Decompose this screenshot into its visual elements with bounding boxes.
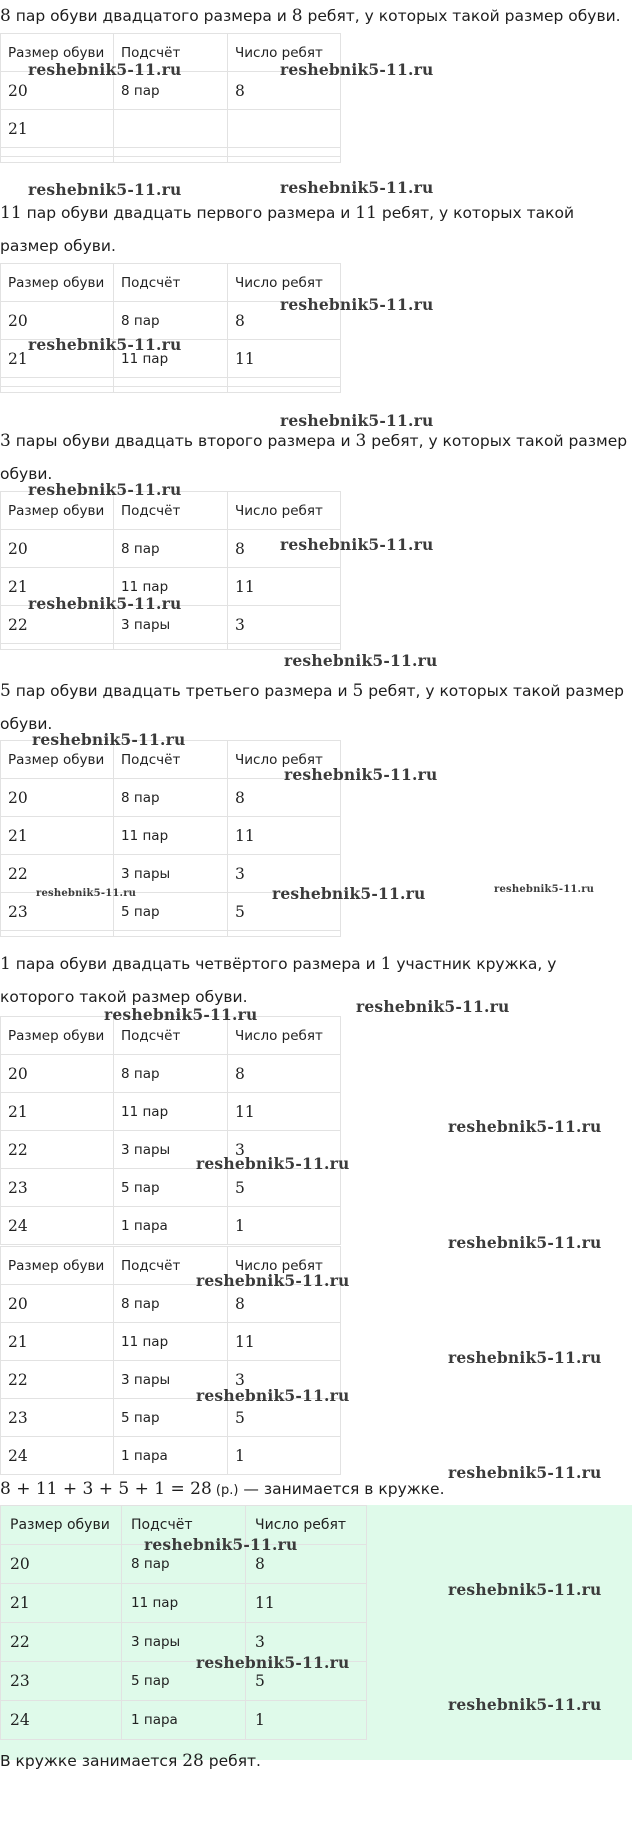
cell-count: 5 пар bbox=[114, 1169, 228, 1207]
header-kids: Число ребят bbox=[228, 34, 341, 72]
cell-size: 21 bbox=[1, 817, 114, 855]
final-text: В кружке занимается bbox=[0, 1752, 183, 1770]
text: пары обуви двадцать второго размера и bbox=[10, 432, 356, 450]
table-row-empty bbox=[1, 931, 341, 937]
table-row bbox=[1, 1093, 341, 1131]
cell-size: 20 bbox=[1, 779, 114, 817]
cell-count: 1 пара bbox=[122, 1701, 246, 1740]
watermark: reshebnik5-11.ru bbox=[284, 765, 438, 784]
final-text: ребят. bbox=[203, 1752, 261, 1770]
header-count: Подсчёт bbox=[114, 34, 228, 72]
header-size: Размер обуви bbox=[1, 1017, 114, 1055]
watermark: reshebnik5-11.ru bbox=[284, 651, 438, 670]
cell-kids bbox=[228, 110, 341, 148]
cell-count: 5 пар bbox=[122, 1662, 246, 1701]
cell-size: 22 bbox=[1, 606, 114, 644]
cell-size: 23 bbox=[1, 1662, 122, 1701]
cell-size: 20 bbox=[1, 1285, 114, 1323]
final-number: 28 bbox=[182, 1751, 204, 1771]
watermark: reshebnik5-11.ru bbox=[280, 178, 434, 197]
number: 1 bbox=[0, 954, 11, 974]
header-kids: Число ребят bbox=[228, 1017, 341, 1055]
cell-size: 24 bbox=[1, 1437, 114, 1475]
cell-kids: 5 bbox=[228, 1169, 341, 1207]
cell-count: 11 пар bbox=[114, 1323, 228, 1361]
cell-count: 1 пара bbox=[114, 1437, 228, 1475]
text: пар обуви двадцатого размера и bbox=[10, 7, 292, 25]
watermark: reshebnik5-11.ru bbox=[144, 1535, 298, 1554]
text: участник кружка, у которого такой размер обуви. bbox=[0, 955, 557, 1006]
watermark: reshebnik5-11.ru bbox=[28, 60, 182, 79]
table-2 bbox=[0, 263, 341, 393]
cell-kids: 1 bbox=[246, 1701, 367, 1740]
cell-size: 23 bbox=[1, 893, 114, 931]
cell-kids: 1 bbox=[228, 1207, 341, 1245]
text: ребят, у которых такой размер обуви. bbox=[0, 682, 625, 733]
table-row bbox=[1, 1584, 367, 1623]
cell-count: 5 пар bbox=[114, 893, 228, 931]
header-size: Размер обуви bbox=[1, 492, 114, 530]
cell-kids: 11 bbox=[228, 817, 341, 855]
cell-kids: 11 bbox=[228, 1323, 341, 1361]
cell-size: 23 bbox=[1, 1399, 114, 1437]
cell-count: 11 пар bbox=[114, 1093, 228, 1131]
cell-size: 20 bbox=[1, 1055, 114, 1093]
cell-count: 11 пар bbox=[114, 568, 228, 606]
number: 3 bbox=[355, 431, 367, 451]
number: 3 bbox=[0, 431, 11, 451]
cell-count: 8 пар bbox=[114, 1285, 228, 1323]
watermark: reshebnik5-11.ru bbox=[448, 1580, 602, 1599]
cell-size: 23 bbox=[1, 1169, 114, 1207]
cell-size: 22 bbox=[1, 855, 114, 893]
cell-count: 3 пары bbox=[114, 1131, 228, 1169]
cell-kids: 3 bbox=[228, 1131, 341, 1169]
cell-count: 11 пар bbox=[114, 817, 228, 855]
watermark: reshebnik5-11.ru bbox=[28, 594, 182, 613]
number: 8 bbox=[291, 6, 303, 26]
table-row bbox=[1, 817, 341, 855]
cell-kids: 8 bbox=[228, 1285, 341, 1323]
table-5 bbox=[0, 1016, 341, 1245]
watermark: reshebnik5-11.ru bbox=[280, 295, 434, 314]
table-row-empty bbox=[1, 644, 341, 650]
header-kids: Число ребят bbox=[228, 741, 341, 779]
watermark: reshebnik5-11.ru bbox=[280, 411, 434, 430]
cell-kids: 8 bbox=[246, 1545, 367, 1584]
cell-count: 3 пары bbox=[114, 1361, 228, 1399]
text: пар обуви двадцать третьего размера и bbox=[10, 682, 353, 700]
cell-kids: 8 bbox=[228, 1055, 341, 1093]
text: пара обуви двадцать четвёртого размера и bbox=[10, 955, 381, 973]
cell-size: 21 bbox=[1, 1093, 114, 1131]
cell-count: 11 пар bbox=[114, 340, 228, 378]
text: ребят, у которых такой размер обуви. bbox=[0, 204, 575, 255]
cell-kids: 8 bbox=[228, 530, 341, 568]
cell-kids: 5 bbox=[228, 893, 341, 931]
cell-kids: 3 bbox=[228, 606, 341, 644]
header-kids: Число ребят bbox=[246, 1506, 367, 1545]
number: 1 bbox=[380, 954, 392, 974]
table-row bbox=[1, 1207, 341, 1245]
watermark: reshebnik5-11.ru bbox=[272, 884, 426, 903]
watermark: reshebnik5-11.ru bbox=[448, 1117, 602, 1136]
table-row-empty bbox=[1, 378, 341, 387]
cell-kids: 5 bbox=[246, 1662, 367, 1701]
watermark: reshebnik5-11.ru bbox=[448, 1348, 602, 1367]
cell-kids: 8 bbox=[228, 302, 341, 340]
header-size: Размер обуви bbox=[1, 1247, 114, 1285]
watermark: reshebnik5-11.ru bbox=[448, 1233, 602, 1252]
sum-unit: (р.) bbox=[211, 1483, 239, 1498]
cell-size: 21 bbox=[1, 1584, 122, 1623]
number: 8 bbox=[0, 6, 11, 26]
text: ребят, у которых такой размер обуви. bbox=[302, 7, 621, 25]
cell-size: 21 bbox=[1, 568, 114, 606]
cell-size: 24 bbox=[1, 1207, 114, 1245]
table-1 bbox=[0, 33, 341, 163]
watermark: reshebnik5-11.ru bbox=[28, 480, 182, 499]
paragraph-5 bbox=[0, 948, 632, 1014]
text: ребят, у которых такой размер обуви. bbox=[0, 432, 628, 483]
watermark: reshebnik5-11.ru bbox=[280, 60, 434, 79]
cell-kids: 3 bbox=[228, 1361, 341, 1399]
header-count: Подсчёт bbox=[114, 1017, 228, 1055]
header-size: Размер обуви bbox=[1, 34, 114, 72]
cell-count: 8 пар bbox=[114, 302, 228, 340]
watermark: reshebnik5-11.ru bbox=[196, 1154, 350, 1173]
watermark: reshebnik5-11.ru bbox=[104, 1005, 258, 1024]
cell-count: 8 пар bbox=[114, 72, 228, 110]
header-count: Подсчёт bbox=[114, 492, 228, 530]
final-answer bbox=[0, 1745, 632, 1778]
table-row bbox=[1, 1285, 341, 1323]
watermark: reshebnik5-11.ru bbox=[196, 1653, 350, 1672]
cell-size: 21 bbox=[1, 340, 114, 378]
number: 11 bbox=[0, 203, 22, 223]
watermark: reshebnik5-11.ru bbox=[356, 997, 510, 1016]
cell-count: 3 пары bbox=[114, 855, 228, 893]
table-row bbox=[1, 1055, 341, 1093]
cell-size: 22 bbox=[1, 1623, 122, 1662]
table-row bbox=[1, 779, 341, 817]
header-count: Подсчёт bbox=[114, 264, 228, 302]
cell-size: 20 bbox=[1, 302, 114, 340]
sum-tail: — занимается в кружке. bbox=[238, 1480, 445, 1498]
number: 11 bbox=[355, 203, 377, 223]
cell-size: 20 bbox=[1, 72, 114, 110]
paragraph-2 bbox=[0, 197, 632, 263]
cell-count: 11 пар bbox=[122, 1584, 246, 1623]
table-row bbox=[1, 1701, 367, 1740]
watermark: reshebnik5-11.ru bbox=[280, 535, 434, 554]
cell-kids: 11 bbox=[228, 568, 341, 606]
header-size: Размер обуви bbox=[1, 264, 114, 302]
table-row-empty bbox=[1, 387, 341, 393]
number: 5 bbox=[352, 681, 364, 701]
table-row-empty bbox=[1, 148, 341, 157]
header-kids: Число ребят bbox=[228, 1247, 341, 1285]
cell-size: 21 bbox=[1, 1323, 114, 1361]
cell-count: 8 пар bbox=[114, 530, 228, 568]
cell-count: 3 пары bbox=[114, 606, 228, 644]
cell-count bbox=[114, 110, 228, 148]
cell-kids: 8 bbox=[228, 779, 341, 817]
cell-count: 3 пары bbox=[122, 1623, 246, 1662]
cell-size: 22 bbox=[1, 1361, 114, 1399]
header-kids: Число ребят bbox=[228, 492, 341, 530]
header-count: Подсчёт bbox=[114, 741, 228, 779]
cell-kids: 11 bbox=[246, 1584, 367, 1623]
paragraph-1 bbox=[0, 0, 632, 33]
text: пар обуви двадцать первого размера и bbox=[21, 204, 356, 222]
sum-expression: 8 + 11 + 3 + 5 + 1 = 28 bbox=[0, 1479, 212, 1499]
cell-kids: 3 bbox=[228, 855, 341, 893]
table-row bbox=[1, 1437, 341, 1475]
cell-size: 20 bbox=[1, 1545, 122, 1584]
table-row-empty bbox=[1, 157, 341, 163]
header-size: Размер обуви bbox=[1, 741, 114, 779]
watermark: reshebnik5-11.ru bbox=[494, 884, 595, 895]
watermark: reshebnik5-11.ru bbox=[196, 1271, 350, 1290]
header-kids: Число ребят bbox=[228, 264, 341, 302]
cell-kids: 11 bbox=[228, 1093, 341, 1131]
watermark: reshebnik5-11.ru bbox=[448, 1695, 602, 1714]
cell-size: 21 bbox=[1, 110, 114, 148]
watermark: reshebnik5-11.ru bbox=[448, 1463, 602, 1482]
table-3 bbox=[0, 491, 341, 650]
cell-kids: 8 bbox=[228, 72, 341, 110]
header-count: Подсчёт bbox=[114, 1247, 228, 1285]
watermark: reshebnik5-11.ru bbox=[196, 1386, 350, 1405]
watermark: reshebnik5-11.ru bbox=[28, 180, 182, 199]
watermark: reshebnik5-11.ru bbox=[28, 335, 182, 354]
cell-size: 22 bbox=[1, 1131, 114, 1169]
cell-count: 1 пара bbox=[114, 1207, 228, 1245]
header-size: Размер обуви bbox=[1, 1506, 122, 1545]
cell-count: 5 пар bbox=[114, 1399, 228, 1437]
table-row bbox=[1, 110, 341, 148]
cell-count: 8 пар bbox=[122, 1545, 246, 1584]
cell-kids: 11 bbox=[228, 340, 341, 378]
cell-count: 8 пар bbox=[114, 1055, 228, 1093]
cell-kids: 3 bbox=[246, 1623, 367, 1662]
watermark: reshebnik5-11.ru bbox=[36, 888, 137, 899]
cell-kids: 5 bbox=[228, 1399, 341, 1437]
header-count: Подсчёт bbox=[122, 1506, 246, 1545]
table-row bbox=[1, 1323, 341, 1361]
cell-size: 24 bbox=[1, 1701, 122, 1740]
cell-size: 20 bbox=[1, 530, 114, 568]
watermark: reshebnik5-11.ru bbox=[32, 730, 186, 749]
table-row bbox=[1, 1169, 341, 1207]
cell-count: 8 пар bbox=[114, 779, 228, 817]
cell-kids: 1 bbox=[228, 1437, 341, 1475]
number: 5 bbox=[0, 681, 11, 701]
